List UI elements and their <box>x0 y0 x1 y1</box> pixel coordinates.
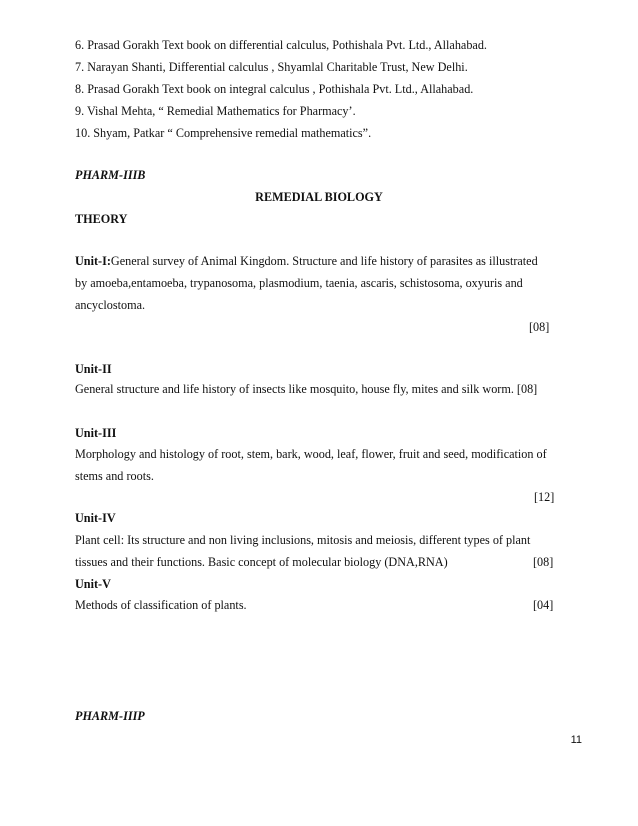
unit-3-line-1: Morphology and histology of root, stem, bark, wood, leaf, flower, fruit and seed, modification of <box>75 447 547 461</box>
unit-5-hours: [04] <box>533 598 554 612</box>
unit-4-heading: Unit-IV <box>75 511 116 525</box>
reference-item: 9. Vishal Mehta, “ Remedial Mathematics for Pharmacy’. <box>75 104 356 118</box>
unit-3-heading: Unit-III <box>75 426 117 440</box>
unit-1-line-2: by amoeba,entamoeba, trypanosoma, plasmodium, taenia, ascaris, schistosoma, oxyuris and <box>75 276 523 290</box>
next-course-code: PHARM-IIIP <box>75 709 145 723</box>
page-number: 11 <box>570 734 582 746</box>
unit-3-hours: [12] <box>534 490 555 504</box>
course-code: PHARM-IIIB <box>75 168 146 182</box>
unit-1-text: General survey of Animal Kingdom. Structure and life history of parasites as illustrated <box>110 254 538 268</box>
unit-3-line-2: stems and roots. <box>75 469 154 483</box>
unit-2-line-1: General structure and life history of insects like mosquito, house fly, mites and silk worm. [08] <box>75 382 538 396</box>
unit-5-line-1: Methods of classification of plants. <box>75 598 247 612</box>
reference-item: 6. Prasad Gorakh Text book on differential calculus, Pothishala Pvt. Ltd., Allahabad. <box>75 38 487 52</box>
unit-1-line-1 <box>75 253 538 269</box>
reference-item: 7. Narayan Shanti, Differential calculus , Shyamlal Charitable Trust, New Delhi. <box>75 60 468 74</box>
unit-1-line-3: ancyclostoma. <box>75 298 146 312</box>
unit-4-line-1: Plant cell: Its structure and non living inclusions, mitosis and meiosis, different types of plant <box>75 533 531 547</box>
reference-item: 10. Shyam, Patkar “ Comprehensive remedial mathematics”. <box>75 126 372 140</box>
unit-5-heading: Unit-V <box>75 577 111 591</box>
section-heading: THEORY <box>75 212 128 226</box>
unit-4-line-2: tissues and their functions. Basic concept of molecular biology (DNA,RNA) <box>75 555 448 569</box>
course-title: REMEDIAL BIOLOGY <box>255 190 383 204</box>
unit-1-hours: [08] <box>529 320 550 334</box>
unit-1-heading: Unit-I: <box>75 254 111 268</box>
unit-2-heading: Unit-II <box>75 362 112 376</box>
reference-item: 8. Prasad Gorakh Text book on integral calculus , Pothishala Pvt. Ltd., Allahabad. <box>75 82 474 96</box>
unit-4-hours: [08] <box>533 555 554 569</box>
